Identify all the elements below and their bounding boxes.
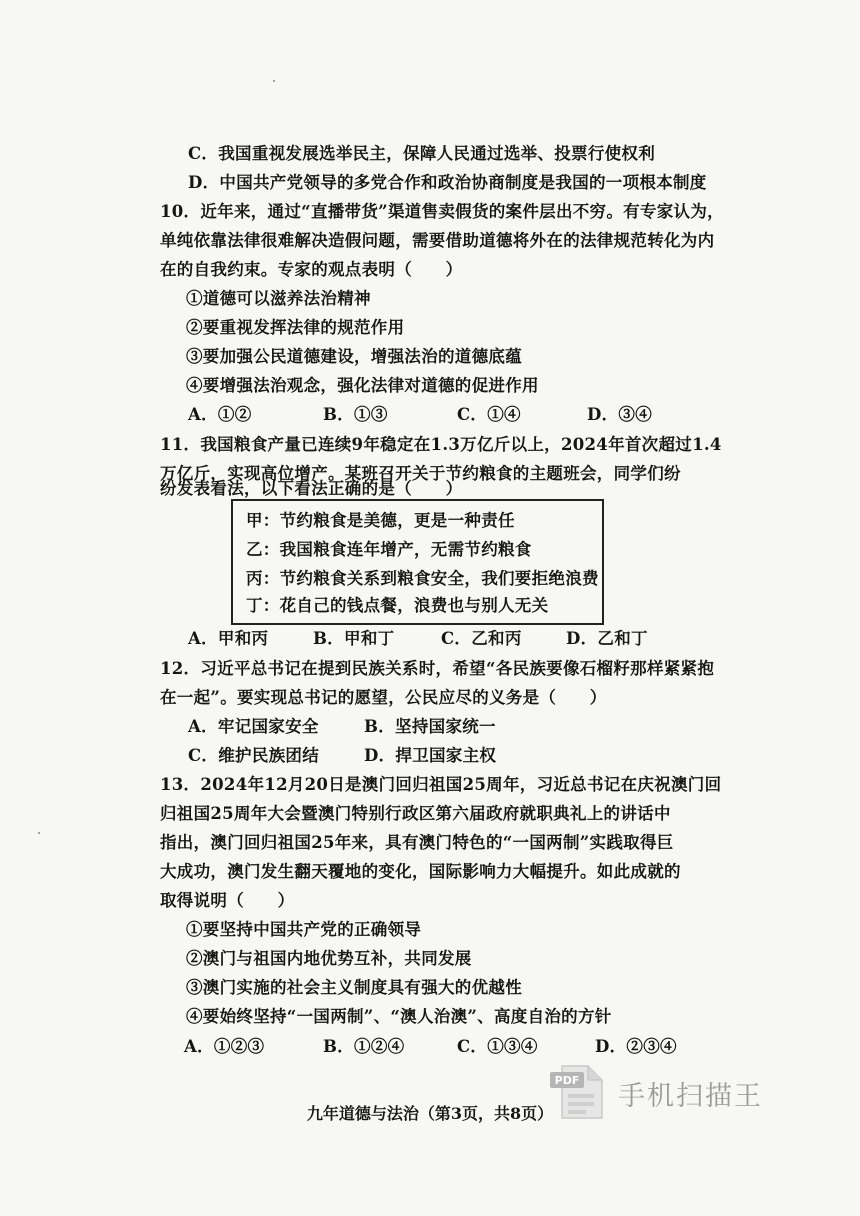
q10-statement-1: ①道德可以滋养法治精神	[186, 289, 371, 308]
q11-option-c: C．乙和丙	[441, 629, 522, 648]
q10-stem-line-3: 在的自我约束。专家的观点表明（ ）	[160, 260, 463, 279]
q9-option-d: D．中国共产党领导的多党合作和政治协商制度是我国的一项根本制度	[188, 173, 707, 192]
q11-option-d: D．乙和丁	[566, 629, 648, 648]
page-footer: 九年道德与法治（第3页，共8页）	[306, 1104, 554, 1123]
q12-option-b: B．坚持国家统一	[364, 717, 496, 736]
q11-opinion-ding: 丁：花自己的钱点餐，浪费也与别人无关	[246, 596, 549, 615]
q12-option-a: A．牢记国家安全	[188, 717, 319, 736]
q13-stem-line-5: 取得说明（ ）	[160, 891, 295, 910]
q10-statement-2: ②要重视发挥法律的规范作用	[186, 318, 405, 337]
q13-option-d: D．②③④	[595, 1037, 677, 1056]
q13-stem-line-3: 指出，澳门回归祖国25年来，具有澳门特色的“一国两制”实践取得巨	[160, 833, 674, 852]
page-stray-dot	[273, 80, 275, 82]
q11-option-a: A．甲和丙	[188, 629, 269, 648]
q13-stem-line-2: 归祖国25周年大会暨澳门特别行政区第六届政府就职典礼上的讲话中	[160, 804, 671, 823]
q11-opinion-jia: 甲：节约粮食是美德，更是一种责任	[246, 511, 515, 530]
q10-statement-4: ④要增强法治观念，强化法律对道德的促进作用	[186, 376, 539, 395]
q12-option-d: D．捍卫国家主权	[364, 746, 497, 765]
q13-stem-line-4: 大成功，澳门发生翻天覆地的变化，国际影响力大幅提升。如此成就的	[160, 862, 681, 881]
q10-statement-3: ③要加强公民道德建设，增强法治的道德底蕴	[186, 347, 522, 366]
q11-stem-line-3: 纷发表看法，以下看法正确的是（ ）	[160, 479, 463, 498]
q11-stem-line-2: 万亿斤，实现高位增产。某班召开关于节约粮食的主题班会，同学们纷	[160, 464, 681, 483]
q12-option-c: C．维护民族团结	[188, 746, 320, 765]
q11-option-b: B．甲和丁	[313, 629, 395, 648]
pdf-badge-text: PDF	[554, 1074, 580, 1087]
q11-opinion-yi: 乙：我国粮食连年增产，无需节约粮食	[246, 540, 532, 559]
q13-statement-4: ④要始终坚持“一国两制”、“澳人治澳”、高度自治的方针	[186, 1007, 612, 1026]
q10-stem-line-1: 10．近年来，通过“直播带货”渠道售卖假货的案件层出不穷。有专家认为，	[160, 202, 724, 221]
q12-stem-line-2: 在一起”。要实现总书记的愿望，公民应尽的义务是（ ）	[160, 688, 607, 707]
q11-opinion-bing: 丙：节约粮食关系到粮食安全，我们要拒绝浪费	[246, 569, 599, 588]
q10-option-a: A．①②	[188, 405, 252, 424]
q10-option-b: B．①③	[323, 405, 388, 424]
watermark-text: 手机扫描王	[618, 1081, 763, 1112]
q10-option-c: C．①④	[457, 405, 521, 424]
page-stray-dot	[38, 832, 40, 834]
q13-option-c: C．①③④	[457, 1037, 538, 1056]
q12-stem-line-1: 12．习近平总书记在提到民族关系时，希望“各民族要像石榴籽那样紧紧抱	[160, 659, 715, 678]
q10-stem-line-2: 单纯依靠法律很难解决造假问题，需要借助道德将外在的法律规范转化为内	[160, 231, 715, 250]
q13-stem-line-1: 13．2024年12月20日是澳门回归祖国25周年，习近总书记在庆祝澳门回	[160, 775, 722, 794]
q13-statement-3: ③澳门实施的社会主义制度具有强大的优越性	[186, 978, 522, 997]
q13-statement-2: ②澳门与祖国内地优势互补，共同发展	[186, 949, 472, 968]
q13-option-a: A．①②③	[184, 1037, 265, 1056]
q13-option-b: B．①②④	[323, 1037, 405, 1056]
q13-statement-1: ①要坚持中国共产党的正确领导	[186, 920, 422, 939]
q11-stem-line-1: 11．我国粮食产量已连续9年稳定在1.3万亿斤以上，2024年首次超过1.4	[160, 435, 722, 454]
q9-option-c: C．我国重视发展选举民主，保障人民通过选举、投票行使权利	[188, 144, 656, 163]
q10-option-d: D．③④	[587, 405, 653, 424]
